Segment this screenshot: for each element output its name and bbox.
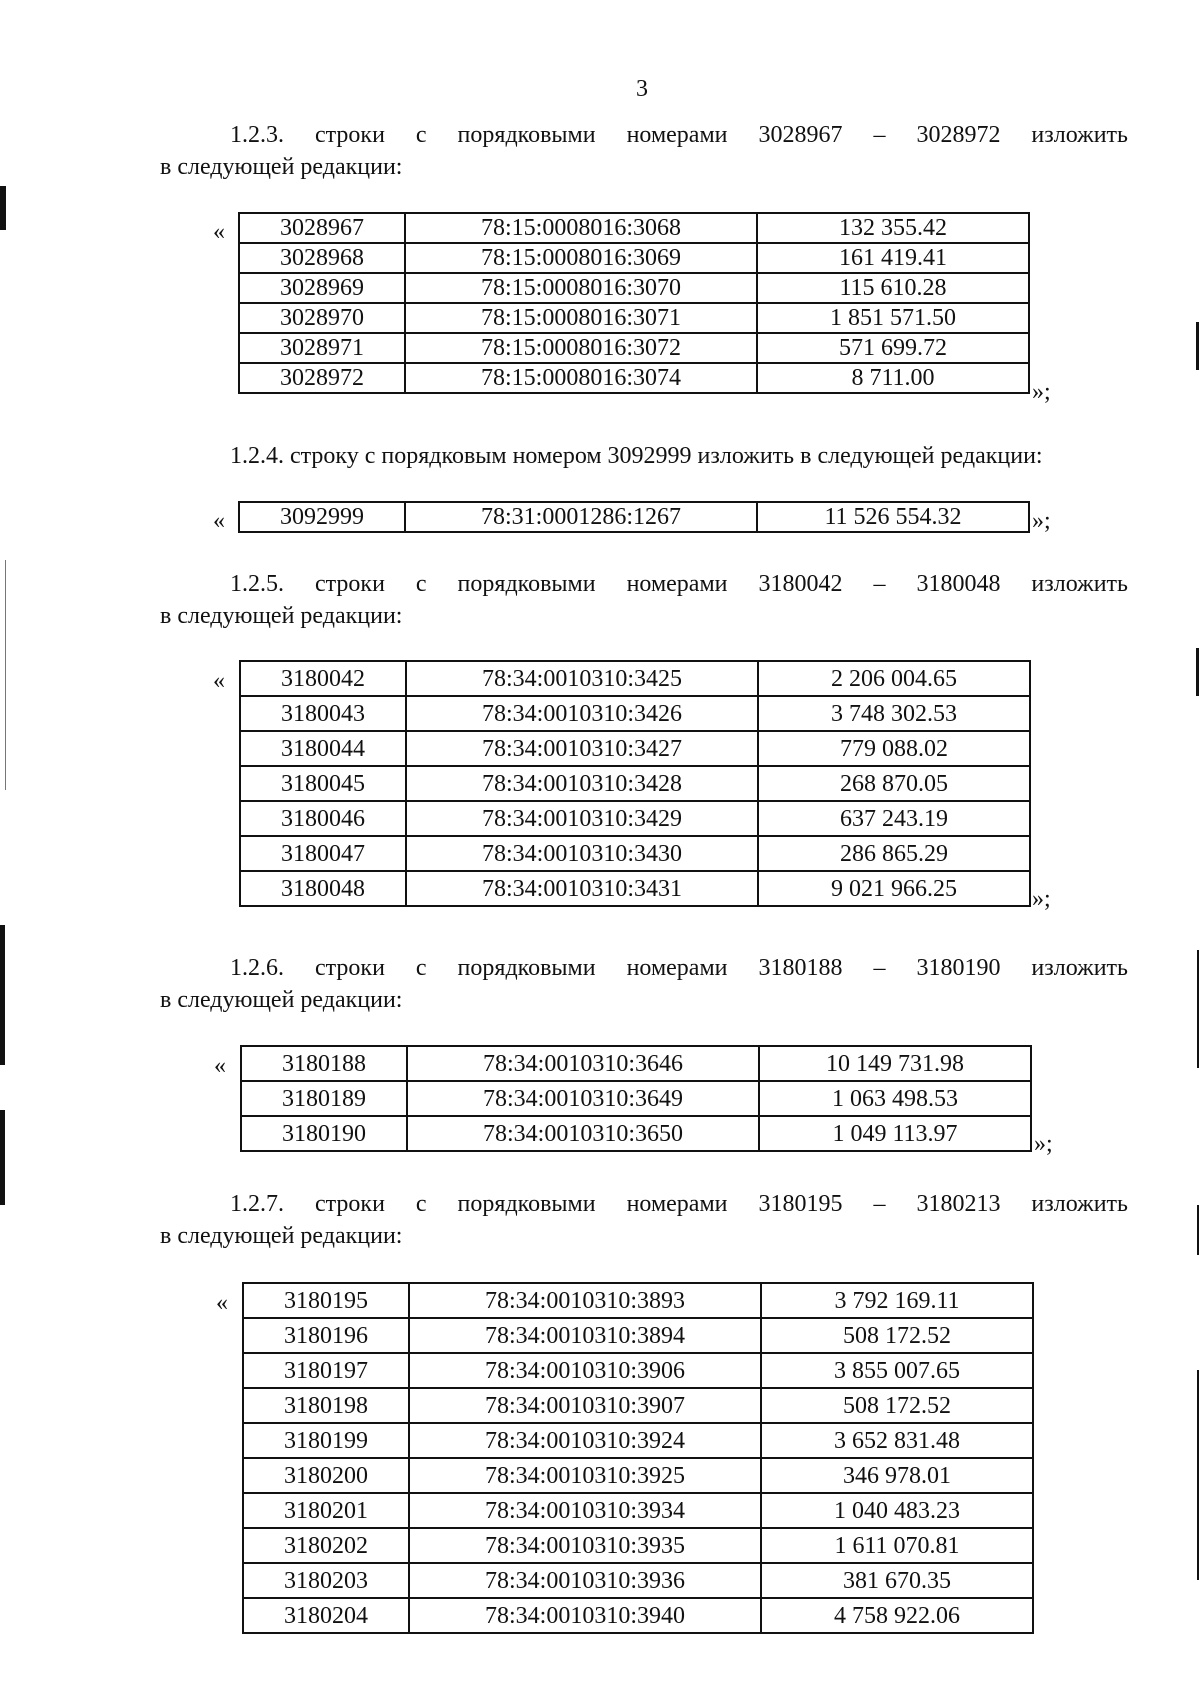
cadastral-number-cell: 78:34:0010310:3924 — [409, 1423, 761, 1458]
row-number-cell: 3180048 — [240, 871, 406, 906]
cadastral-number-cell: 78:15:0008016:3068 — [405, 213, 757, 243]
row-number-cell: 3028967 — [239, 213, 405, 243]
scan-artifact-right-1 — [1196, 322, 1199, 370]
row-number-cell: 3180195 — [243, 1283, 409, 1318]
table-row — [241, 1116, 1031, 1151]
table-1-2-5 — [239, 660, 1031, 907]
value-cell: 3 792 169.11 — [761, 1283, 1033, 1318]
table-row — [239, 502, 1029, 532]
table-row — [239, 273, 1029, 303]
paragraph-line-2: в следующей редакции: — [160, 987, 403, 1013]
paragraph-line-1: 1.2.7. строки с порядковыми номерами 3180195 – 3180213 изложить — [230, 1191, 1128, 1217]
row-number-cell: 3180196 — [243, 1318, 409, 1353]
table-row — [243, 1318, 1033, 1353]
paragraph-line-2: в следующей редакции: — [160, 1223, 403, 1249]
cadastral-number-cell: 78:15:0008016:3069 — [405, 243, 757, 273]
paragraph-1-2-7 — [160, 1188, 1128, 1252]
table-row — [239, 243, 1029, 273]
value-cell: 1 063 498.53 — [759, 1081, 1031, 1116]
scan-artifact-right-4 — [1197, 1205, 1199, 1255]
row-number-cell: 3180044 — [240, 731, 406, 766]
quote-close: »; — [1032, 508, 1051, 534]
scan-artifact-left-1 — [0, 186, 6, 230]
row-number-cell: 3180045 — [240, 766, 406, 801]
quote-open: « — [214, 1053, 226, 1079]
cadastral-number-cell: 78:15:0008016:3071 — [405, 303, 757, 333]
cadastral-number-cell: 78:34:0010310:3430 — [406, 836, 758, 871]
table-row — [240, 661, 1030, 696]
quote-open: « — [213, 219, 225, 245]
row-number-cell: 3180201 — [243, 1493, 409, 1528]
paragraph-line-2: в следующей редакции: — [160, 603, 403, 629]
scan-artifact-left-thin — [5, 560, 6, 790]
value-cell: 3 652 831.48 — [761, 1423, 1033, 1458]
row-number-cell: 3180199 — [243, 1423, 409, 1458]
value-cell: 1 611 070.81 — [761, 1528, 1033, 1563]
table-row — [243, 1458, 1033, 1493]
cadastral-number-cell: 78:15:0008016:3072 — [405, 333, 757, 363]
value-cell: 508 172.52 — [761, 1318, 1033, 1353]
cadastral-number-cell: 78:34:0010310:3431 — [406, 871, 758, 906]
cadastral-number-cell: 78:15:0008016:3070 — [405, 273, 757, 303]
value-cell: 1 851 571.50 — [757, 303, 1029, 333]
quote-open: « — [213, 668, 225, 694]
scan-artifact-left-3 — [0, 1110, 5, 1205]
quote-close: »; — [1034, 1131, 1053, 1157]
table-row — [241, 1081, 1031, 1116]
cadastral-number-cell: 78:31:0001286:1267 — [405, 502, 757, 532]
row-number-cell: 3180188 — [241, 1046, 407, 1081]
row-number-cell: 3180203 — [243, 1563, 409, 1598]
value-cell: 3 855 007.65 — [761, 1353, 1033, 1388]
scan-artifact-right-2 — [1196, 648, 1199, 696]
table-row — [243, 1563, 1033, 1598]
scan-artifact-right-5 — [1197, 1370, 1199, 1580]
paragraph-line-1: 1.2.6. строки с порядковыми номерами 3180188 – 3180190 изложить — [230, 955, 1128, 981]
value-cell: 779 088.02 — [758, 731, 1030, 766]
value-cell: 161 419.41 — [757, 243, 1029, 273]
cadastral-number-cell: 78:34:0010310:3427 — [406, 731, 758, 766]
row-number-cell: 3180190 — [241, 1116, 407, 1151]
row-number-cell: 3028970 — [239, 303, 405, 333]
cadastral-number-cell: 78:34:0010310:3935 — [409, 1528, 761, 1563]
value-cell: 268 870.05 — [758, 766, 1030, 801]
paragraph-line-1: 1.2.3. строки с порядковыми номерами 3028967 – 3028972 изложить — [230, 122, 1128, 148]
cadastral-number-cell: 78:34:0010310:3936 — [409, 1563, 761, 1598]
value-cell: 637 243.19 — [758, 801, 1030, 836]
table-row — [239, 303, 1029, 333]
value-cell: 3 748 302.53 — [758, 696, 1030, 731]
table-row — [240, 731, 1030, 766]
quote-close: »; — [1032, 886, 1051, 912]
row-number-cell: 3180204 — [243, 1598, 409, 1633]
value-cell: 9 021 966.25 — [758, 871, 1030, 906]
scan-artifact-left-2 — [0, 925, 5, 1065]
table-row — [243, 1283, 1033, 1318]
cadastral-number-cell: 78:34:0010310:3426 — [406, 696, 758, 731]
table-row — [240, 801, 1030, 836]
paragraph-line-2: в следующей редакции: — [160, 154, 403, 180]
row-number-cell: 3180200 — [243, 1458, 409, 1493]
table-row — [243, 1388, 1033, 1423]
cadastral-number-cell: 78:34:0010310:3425 — [406, 661, 758, 696]
row-number-cell: 3092999 — [239, 502, 405, 532]
row-number-cell: 3180042 — [240, 661, 406, 696]
cadastral-number-cell: 78:34:0010310:3894 — [409, 1318, 761, 1353]
paragraph-1-2-5 — [160, 568, 1128, 632]
row-number-cell: 3028968 — [239, 243, 405, 273]
table-row — [239, 333, 1029, 363]
paragraph-1-2-4: 1.2.4. строку с порядковым номером 3092999 изложить в следующей редакции: — [230, 443, 1043, 469]
table-row — [243, 1493, 1033, 1528]
table-row — [243, 1423, 1033, 1458]
row-number-cell: 3180189 — [241, 1081, 407, 1116]
value-cell: 381 670.35 — [761, 1563, 1033, 1598]
value-cell: 346 978.01 — [761, 1458, 1033, 1493]
row-number-cell: 3028969 — [239, 273, 405, 303]
cadastral-number-cell: 78:34:0010310:3925 — [409, 1458, 761, 1493]
value-cell: 2 206 004.65 — [758, 661, 1030, 696]
cadastral-number-cell: 78:34:0010310:3934 — [409, 1493, 761, 1528]
scan-artifact-right-3 — [1197, 950, 1199, 1068]
table-1-2-7 — [242, 1282, 1034, 1634]
table-row — [243, 1528, 1033, 1563]
quote-open: « — [213, 508, 225, 534]
table-row — [240, 766, 1030, 801]
cadastral-number-cell: 78:34:0010310:3646 — [407, 1046, 759, 1081]
table-1-2-3 — [238, 212, 1030, 394]
table-row — [241, 1046, 1031, 1081]
row-number-cell: 3180197 — [243, 1353, 409, 1388]
cadastral-number-cell: 78:34:0010310:3429 — [406, 801, 758, 836]
paragraph-line-1: 1.2.5. строки с порядковыми номерами 3180042 – 3180048 изложить — [230, 571, 1128, 597]
row-number-cell: 3180047 — [240, 836, 406, 871]
table-row — [243, 1353, 1033, 1388]
cadastral-number-cell: 78:34:0010310:3428 — [406, 766, 758, 801]
cadastral-number-cell: 78:34:0010310:3893 — [409, 1283, 761, 1318]
table-1-2-6 — [240, 1045, 1032, 1152]
quote-close: »; — [1032, 379, 1051, 405]
table-row — [240, 871, 1030, 906]
table-1-2-4 — [238, 501, 1030, 533]
cadastral-number-cell: 78:34:0010310:3650 — [407, 1116, 759, 1151]
paragraph-1-2-3 — [160, 119, 1128, 183]
row-number-cell: 3180043 — [240, 696, 406, 731]
row-number-cell: 3180198 — [243, 1388, 409, 1423]
table-row — [240, 696, 1030, 731]
quote-open: « — [216, 1290, 228, 1316]
value-cell: 1 049 113.97 — [759, 1116, 1031, 1151]
row-number-cell: 3028971 — [239, 333, 405, 363]
value-cell: 11 526 554.32 — [757, 502, 1029, 532]
value-cell: 10 149 731.98 — [759, 1046, 1031, 1081]
value-cell: 4 758 922.06 — [761, 1598, 1033, 1633]
cadastral-number-cell: 78:34:0010310:3649 — [407, 1081, 759, 1116]
row-number-cell: 3180202 — [243, 1528, 409, 1563]
value-cell: 8 711.00 — [757, 363, 1029, 393]
table-row — [239, 213, 1029, 243]
cadastral-number-cell: 78:34:0010310:3907 — [409, 1388, 761, 1423]
value-cell: 1 040 483.23 — [761, 1493, 1033, 1528]
cadastral-number-cell: 78:34:0010310:3940 — [409, 1598, 761, 1633]
row-number-cell: 3028972 — [239, 363, 405, 393]
cadastral-number-cell: 78:34:0010310:3906 — [409, 1353, 761, 1388]
value-cell: 132 355.42 — [757, 213, 1029, 243]
paragraph-1-2-6 — [160, 952, 1128, 1016]
cadastral-number-cell: 78:15:0008016:3074 — [405, 363, 757, 393]
value-cell: 508 172.52 — [761, 1388, 1033, 1423]
value-cell: 571 699.72 — [757, 333, 1029, 363]
page-number: 3 — [636, 76, 648, 102]
table-row — [243, 1598, 1033, 1633]
value-cell: 286 865.29 — [758, 836, 1030, 871]
table-row — [239, 363, 1029, 393]
table-row — [240, 836, 1030, 871]
value-cell: 115 610.28 — [757, 273, 1029, 303]
row-number-cell: 3180046 — [240, 801, 406, 836]
